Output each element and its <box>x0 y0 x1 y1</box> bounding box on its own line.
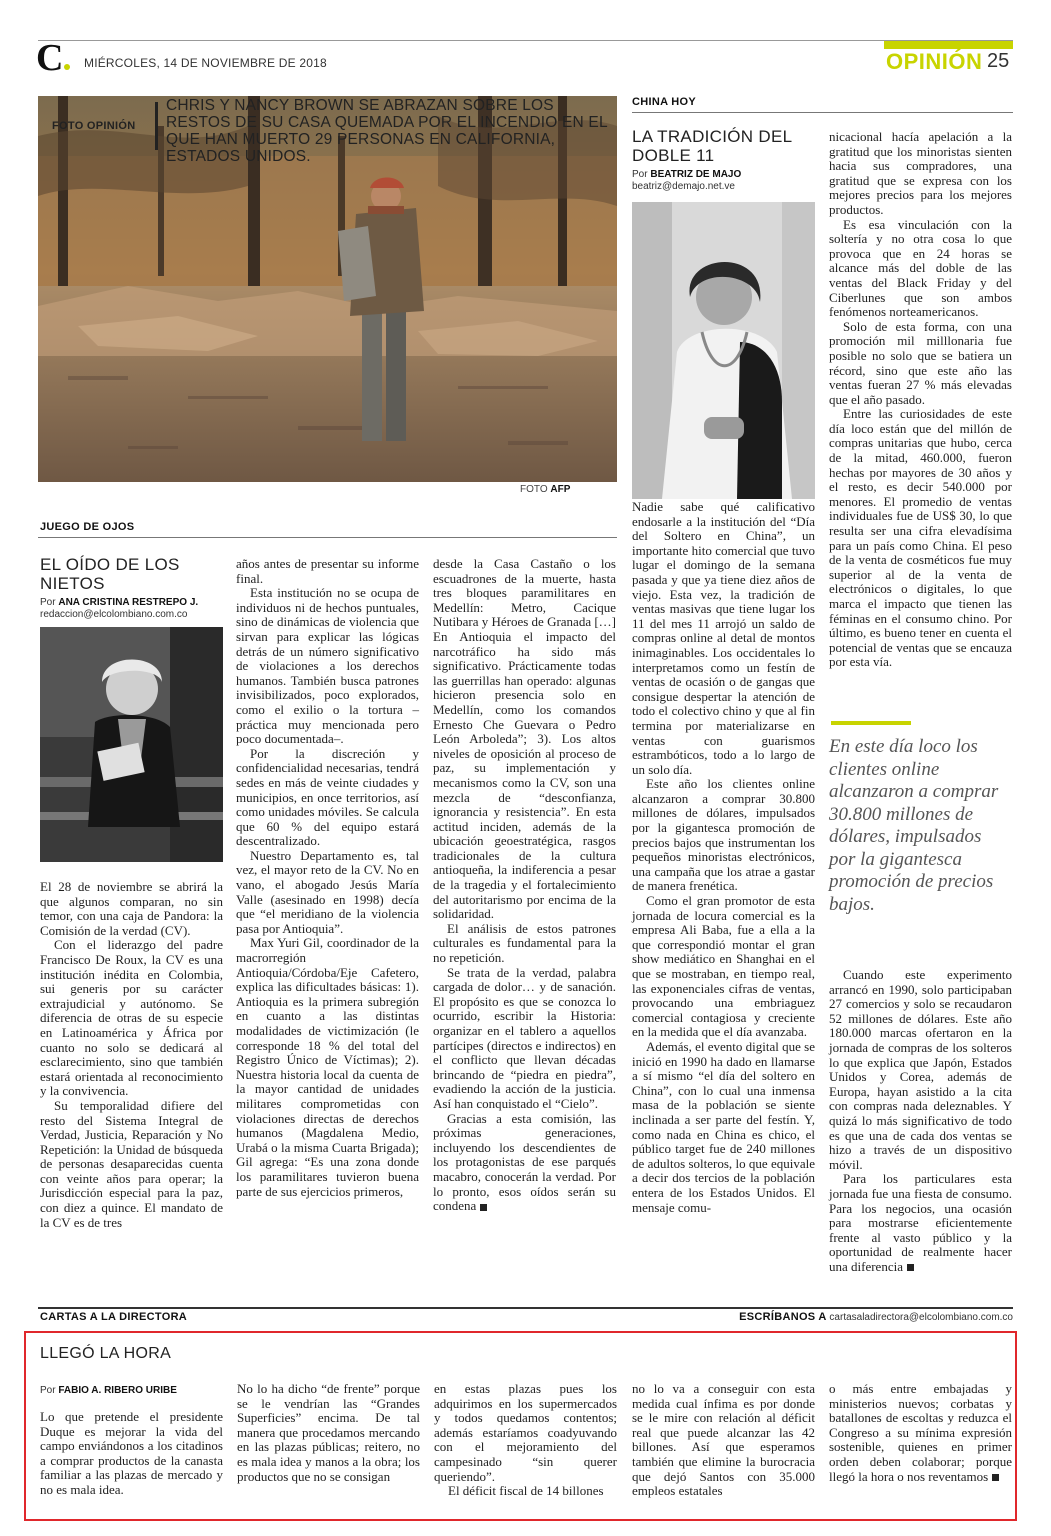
cartas-section-head: CARTAS A LA DIRECTORA <box>40 1311 188 1323</box>
cartas-contact: ESCRÍBANOS A cartasaladirectora@elcolombiano.com.co <box>739 1311 1013 1323</box>
juego-column-2 <box>236 557 419 1199</box>
columnist-portrait-restrepo-image <box>40 627 223 862</box>
paragraph: El déficit fiscal de 14 billones <box>448 1483 604 1499</box>
paragraph: Nadie sabe qué calificativo endosarle a la institución del “Día del Soltero en China”, un importante hito comercial que tuvo lugar el domingo de la semana pasada y que ya tiene diez años de viejo. Esta vez, la tradición de ventas masivas que tiene lugar los 11 del mes 11 arrojó un saldo de compras online al detal de montos inimaginables. Los occidentales lo interpretamos como un festín de ventas de ocasión o de gangas que consigue despertar la atención de todo el colectivo chino y que al fin termina por materializarse en ventas con guarismos estrambóticos, todo a lo largo de un solo día. <box>632 499 815 777</box>
juego-title: EL OÍDO DE LOS NIETOS <box>40 555 180 593</box>
columnist-portrait-de-majo-image <box>632 202 815 499</box>
photo-credit: FOTO AFP <box>520 484 571 495</box>
paragraph: Cuando este experimento arrancó en 1990, solo participaban 27 comercios y solo se recaudaron 52 millones de dólares. Este año 180.000 marcas ofertaron en la jornada de compras de los solteros lo que explica que Japón, Estados Unidos y Corea, además de Europa, hayan asistido a la cita con compras nada deleznables. Y quizá lo más significativo de todo es que una de cada dos ventas se hizo a través de un dispositivo móvil. <box>829 967 1012 1172</box>
china-section-head: CHINA HOY <box>632 96 697 108</box>
juego-column-1 <box>40 880 223 1230</box>
paragraph: Solo de esta forma, con una promoción mil milllonaria fue posible no solo que se batiera un récord, sino que este año las ventas fueran 27 % más elevadas que el año pasado. <box>829 318 1012 407</box>
end-mark-icon <box>992 1474 999 1481</box>
cartas-column-1 <box>40 1410 223 1498</box>
paragraph: El 28 de noviembre se abrirá la que algunos comparan, no sin temor, con una caja de Pandora: la Comisión de la verdad (CV). <box>40 879 223 938</box>
page-number: 25 <box>987 50 1010 72</box>
photo-label-divider <box>155 102 158 150</box>
photo-section-label: FOTO OPINIÓN <box>52 120 136 132</box>
china-column-2-top <box>829 130 1012 670</box>
paragraph: No lo ha dicho “de frente” porque se le vendrían las “Grandes Superficies” encima. De tal manera que procedamos mercando en las plazas públicas; reitero, no es mala idea y manos a la obra; los productos que no se consigan <box>237 1381 420 1484</box>
header-top-rule <box>38 40 1013 41</box>
newspaper-logo: C <box>36 38 70 78</box>
paragraph: Nuestro Departamento es, tal vez, el mayor reto de la CV. No en vano, el abogado Jesús María Valle (asesinado en 1998) decía que “el meridiano de la violencia pasa por Antioquia”. <box>236 847 419 936</box>
paragraph: Lo que pretende el presidente Duque es mejorar la vida del campo enviándonos a los citadinos a comprar productos de la canasta familiar a las plazas de mercado y no es mala idea. <box>40 1409 223 1497</box>
paragraph: Esta institución no se ocupa de individuos ni de hechos puntuales, sino de dinámicas de violencia que sirvan para explicar las lógicas detrás de un número significativo de violaciones a los derechos humanos. También busca patrones invisibilizados, poco explorados, como el exilio o la tortura –práctica muy mencionada pero poco documentada–. <box>236 585 419 747</box>
china-column-2-bottom <box>829 968 1012 1274</box>
paragraph: Max Yuri Gil, coordinador de la macrorregión Antioquia/Córdoba/Eje Cafetero, explica las dificultades básicas: 1). Antioquia es la primera subregión en cuanto a las distintas modalidades de victimización (le corresponde 18 % del total del Registro Único de Víctimas); 2). Nuestra historia local da cuenta de la mayor cantidad de unidades militares comprometidas con violaciones directas de derechos humanos (Magdalena Medio, Urabá o la misma Cuarta Brigada); Gil agrega: “Es una zona donde los paramilitares tuvieron buena parte de sus ejercicios primeros, <box>236 935 419 1199</box>
photo-caption: CHRIS Y NANCY BROWN SE ABRAZAN SOBRE LOS RESTOS DE SU CASA QUEMADA POR EL INCENDIO EN EL QUE HAN MUERTO 29 PERSONAS EN CALIFORNIA, ESTADOS UNIDOS. <box>166 97 608 165</box>
issue-date: MIÉRCOLES, 14 DE NOVIEMBRE DE 2018 <box>84 56 327 70</box>
end-mark-icon <box>480 1204 487 1211</box>
juego-section-head: JUEGO DE OJOS <box>40 521 135 533</box>
cartas-column-2 <box>237 1382 420 1484</box>
paragraph: Es esa vinculación con la soltería y no otra cosa lo que provoca que en 24 horas se alcance más del doble de las ventas del Black Friday y del Ciberlunes que son ambos fenómenos norteamericanos. <box>829 216 1012 320</box>
cartas-column-5 <box>829 1382 1012 1484</box>
china-title: LA TRADICIÓN DEL DOBLE 11 <box>632 127 792 165</box>
cartas-byline: Por FABIO A. RIBERO URIBE <box>40 1385 177 1396</box>
cartas-column-3 <box>434 1382 617 1499</box>
paragraph: Además, el evento digital que se inició en 1990 ha dado en llamarse a sí mismo “el día del soltero en China”, con lo cual una inmensa masa de la población se siente inclinada a ser parte del festín. Y, como nada en China es chico, el público target fue de 240 millones de adultos solteros, lo que equivale a decir dos tercios de la población entera de los Estados Unidos. El mensaje comu- <box>632 1038 815 1215</box>
juego-column-3 <box>433 557 616 1214</box>
paragraph: o más entre embajadas y ministerios nuevos; corbatas y batallones de escoltas y reduzca el Congreso a su mínima expresión sostenible, quienes en primer orden deben colaborar; porque llegó la hora o nos reventamos <box>829 1381 1012 1484</box>
columnist-portrait-restrepo <box>40 627 223 862</box>
paragraph: El análisis de estos patrones culturales es fundamental para la no repetición. <box>433 920 616 966</box>
columnist-portrait-de-majo <box>632 202 815 499</box>
paragraph: Gracias a esta comisión, las próximas generaciones, incluyendo los descendientes de los protagonistas de ese parqués macabro, conocerán la verdad. Por lo pronto, esos oídos serán su condena <box>433 1110 616 1214</box>
paragraph: no lo va a conseguir con esta medida cual ínfima es por donde se le mire con relación al déficit real que puede alcanzar las 42 billones. Así que esperamos también que elimine la burocracia que dejó Santos con 35.000 empleos estatales <box>632 1381 815 1499</box>
pullquote: En este día loco los clientes online alcanzaron a comprar 30.800 millones de dólares, impulsados por la gigantesca promoción de precios bajos. <box>829 736 999 915</box>
china-byline: Por BEATRIZ DE MAJO beatriz@demajo.net.ve <box>632 169 742 192</box>
paragraph: Como el gran promotor de esta jornada de locura comercial es la empresa Ali Baba, fue a ella a la que correspondió montar el gran show mediático en Shanghai en el que se mostraban, en tiempo real, las exponenciales cifras de ventas, provocando una embriaguez comercial contagiosa y creciente en la medida que el día avanzaba. <box>632 893 815 1040</box>
pullquote-accent-bar <box>831 721 911 725</box>
paragraph: Su temporalidad difiere del resto del Sistema Integral de Verdad, Justicia, Reparación y No Repetición: la Unidad de búsqueda de personas desaparecidas cuenta con veinte años para operar; la Jurisdicción especial para la paz, con diez a quince. El mandato de la CV es de tres <box>40 1097 223 1230</box>
cartas-top-rule <box>38 1307 1013 1309</box>
china-column-1 <box>632 500 815 1215</box>
logo-dot-icon <box>64 64 70 70</box>
cartas-title: LLEGÓ LA HORA <box>40 1345 172 1362</box>
cartas-email-link[interactable]: cartasaladirectora@elcolombiano.com.co <box>829 1312 1013 1323</box>
paragraph: Por la discreción y confidencialidad necesarias, tendrá sedes en más de veinte ciudades y municipios, en once territorios, así como unidades móviles. Se calcula que 60 % del equipo estará descentralizado. <box>236 745 419 849</box>
paragraph: Para los particulares esta jornada fue una fiesta de consumo. Para los negocios, una ocasión para mostrarse eficientemente frente al vasto público y la oportunidad de realmente hacer una diferencia <box>829 1171 1012 1274</box>
paragraph: años antes de presentar su informe final. <box>236 556 419 586</box>
china-rule <box>632 112 1013 113</box>
section-accent-bar <box>884 41 1013 49</box>
paragraph: Con el liderazgo del padre Francisco De Roux, la CV es una institución inédita en Colombia, sui generis por su carácter extrajudicial y autónomo. Se diferencia de otras de su especie en Latinoamérica y África por cuanto no solo se dedicará al esclarecimiento, sino que también estará orientada al reconocimiento y la convivencia. <box>40 937 223 1099</box>
juego-byline: Por ANA CRISTINA RESTREPO J. redaccion@elcolombiano.com.co <box>40 597 199 620</box>
paragraph: en estas plazas pues los adquirimos en los supermercados y todos quedamos contentos; además estaríamos coadyuvando con el mejoramiento del campesinado “sin querer queriendo”. <box>434 1381 617 1484</box>
paragraph: desde la Casa Castaño o los escuadrones de la muerte, hasta tres bloques paramilitares en Medellín: Metro, Cacique Nutibara y Héroes de Granada […] En Antioquia el impacto del narcotráfico ha sido más significativo. Prácticamente todas las guerrillas han operado: algunas hicieron presencia solo en Medellín, como los comandos Ernesto Che Guevara o Pedro León Arboleda”; 3). Los altos niveles de oposición al proceso de paz, su implementación y mecanismos como la CV, son una mezcla de “desconfianza, ignorancia y resistencia”. En esta actitud inciden, además de la ubicación geoestratégica, rasgos tradicionales de la cultura antioqueña, la indiferencia a pesar de la tragedia y el fortalecimiento del autoritarismo por encima de la solidaridad. <box>433 556 617 922</box>
paragraph: Este año los clientes online alcanzaron a comprar 30.800 millones de dólares, impulsados por la gigantesca promoción de precios bajos que instrumentan los pequeños minoristas electrónicos, una campaña que los atrae a gastar de manera frenética. <box>632 776 815 894</box>
juego-rule <box>38 537 617 538</box>
paragraph: Entre las curiosidades de este día loco están que del millón de compras unitarias que hubo, cerca de la mitad, 460.000, fueron hechas por mayores de 30 años y el resto, es decir 540.000 por menores. El promedio de ventas individuales fue de US$ 30, lo que resulta ser una cifra elevadísima para un país como China. El peso de la venta de cosméticos fue muy superior al de la venta de electrónicos o digitales, lo que marca el impacto que tienen las féminas en el consumo chino. Por último, es bueno tener en cuenta el potencial de ventas que se encauza por esta vía. <box>829 406 1012 670</box>
paragraph: Se trata de la verdad, palabra cargada de dolor… y de sanación. El propósito es que se conozca lo ocurrido, escribir la Historia: organizar en el tablero a aquellos partícipes (directos e indirectos) en el conflicto que llevan décadas brincando de “piedra en piedra”, evadiendo la acción de la justicia. Así han conquistado el “Cielo”. <box>433 964 616 1111</box>
section-name: OPINIÓN <box>886 49 983 74</box>
paragraph: nicacional hacía apelación a la gratitud que los minoristas sienten hacia sus compradores, una gratitud que se expresa con los mejores precios para los mejores productos. <box>829 129 1012 217</box>
end-mark-icon <box>907 1264 914 1271</box>
cartas-column-4 <box>632 1382 815 1499</box>
